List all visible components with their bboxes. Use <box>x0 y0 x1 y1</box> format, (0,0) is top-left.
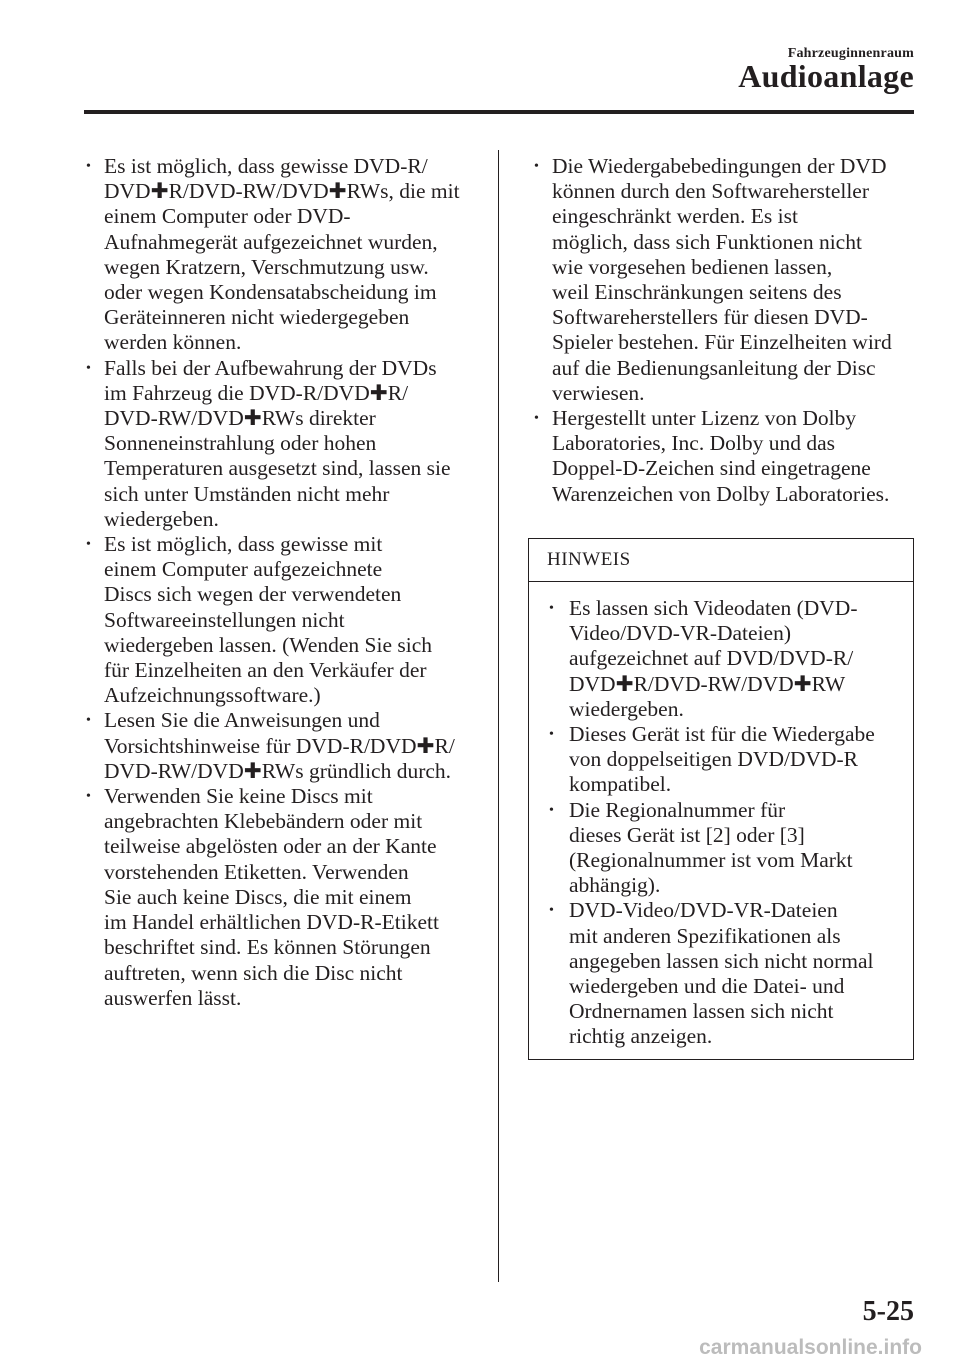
note-body <box>529 582 913 1050</box>
watermark: carmanualsonline.info <box>699 1336 922 1359</box>
bullet-icon: • <box>86 159 91 174</box>
list-item <box>543 798 913 899</box>
list-item <box>526 406 926 507</box>
list-item-text: Hergestellt unter Lizenz von Dolby Laboratories, Inc. Dolby und das Doppel-D-Zeichen sind eingetragene Warenzeichen von Dolby Laboratories. <box>552 406 890 506</box>
list-item-text: Die Wiedergabebedingungen der DVD können durch den Softwarehersteller eingeschränkt werden. Es ist möglich, dass sich Funktionen nicht wie vorgesehen bedienen lassen, weil Einschränkungen seitens des Softwareherstellers für diesen DVD- Spieler bestehen. Für Einzelheiten wird auf die Bedienungsanleitung der Disc verwiesen. <box>552 154 892 405</box>
left-bullet-list <box>78 154 480 1011</box>
list-item-text: Es ist möglich, dass gewisse mit einem Computer aufgezeichnete Discs sich wegen der verwendeten Softwareeinstellungen nicht wiedergeben lassen. (Wenden Sie sich für Einzelheiten an den Verkäufer der Aufzeichnungssoftware.) <box>104 532 433 708</box>
bullet-icon: • <box>86 713 91 729</box>
list-item-text: Es ist möglich, dass gewisse DVD-R/ DVD✚R/DVD-RW/DVD✚RWs, die mit einem Computer oder DVD- Aufnahmegerät aufgezeichnet wurden, wegen Kratzern, Verschmutzung usw. oder wegen Kondensatabscheidung im Geräteinneren nicht wiedergegeben werden können. <box>104 154 460 355</box>
page-number: 5-25 <box>862 1296 914 1327</box>
list-item-text: Dieses Gerät ist für die Wiedergabe von doppelseitigen DVD/DVD-R kompatibel. <box>569 722 875 797</box>
column-divider <box>498 150 499 1282</box>
list-item <box>543 898 913 1049</box>
list-item <box>78 708 480 784</box>
bullet-icon: • <box>86 789 91 805</box>
note-heading: HINWEIS <box>529 539 913 582</box>
note-box <box>528 538 914 1060</box>
header-rule <box>84 110 914 114</box>
bullet-icon: • <box>86 537 91 553</box>
bullet-icon: • <box>86 360 91 376</box>
section-label: Fahrzeuginnenraum <box>787 46 914 61</box>
bullet-icon: • <box>549 903 554 919</box>
bullet-icon: • <box>549 601 554 616</box>
list-item <box>78 532 480 708</box>
list-item <box>543 722 913 798</box>
list-item-text: Verwenden Sie keine Discs mit angebrachten Klebebändern oder mit teilweise abgelösten oder an der Kante vorstehenden Etiketten. Verwenden Sie auch keine Discs, die mit einem im Handel erhältlichen DVD-R-Etikett beschriftet sind. Es können Störungen auftreten, wenn sich die Disc nicht auswerfen lässt. <box>104 784 439 1010</box>
list-item <box>78 356 480 532</box>
list-item-text: Lesen Sie die Anweisungen und Vorsichtshinweise für DVD-R/DVD✚R/ DVD-RW/DVD✚RWs gründlich durch. <box>104 708 455 783</box>
list-item <box>543 596 913 722</box>
list-item-text: Falls bei der Aufbewahrung der DVDs im Fahrzeug die DVD-R/DVD✚R/ DVD-RW/DVD✚RWs direkter Sonneneinstrahlung oder hohen Temperaturen ausgesetzt sind, lassen sie sich unter Umständen nicht mehr wiedergeben. <box>104 355 451 531</box>
left-column <box>78 154 480 1011</box>
list-item <box>526 154 926 406</box>
list-item-text: Es lassen sich Videodaten (DVD- Video/DVD-VR-Dateien) aufgezeichnet auf DVD/DVD-R/ DVD✚R/DVD-RW/DVD✚RW wiedergeben. <box>569 596 858 721</box>
list-item <box>78 154 480 356</box>
right-bullet-list <box>526 154 926 507</box>
bullet-icon: • <box>549 802 554 818</box>
list-item <box>78 784 480 1011</box>
note-bullet-list <box>543 596 913 1050</box>
bullet-icon: • <box>534 411 539 427</box>
page-title: Audioanlage <box>738 58 914 94</box>
list-item-text: DVD-Video/DVD-VR-Dateien mit anderen Spezifikationen als angegeben lassen sich nicht normal wiedergeben und die Datei- und Ordnernamen lassen sich nicht richtig anzeigen. <box>569 898 874 1049</box>
bullet-icon: • <box>549 727 554 743</box>
right-column <box>526 154 926 507</box>
list-item-text: Die Regionalnummer für dieses Gerät ist [2] oder [3] (Regionalnummer ist vom Markt abhängig). <box>569 797 853 898</box>
bullet-icon: • <box>534 159 539 174</box>
